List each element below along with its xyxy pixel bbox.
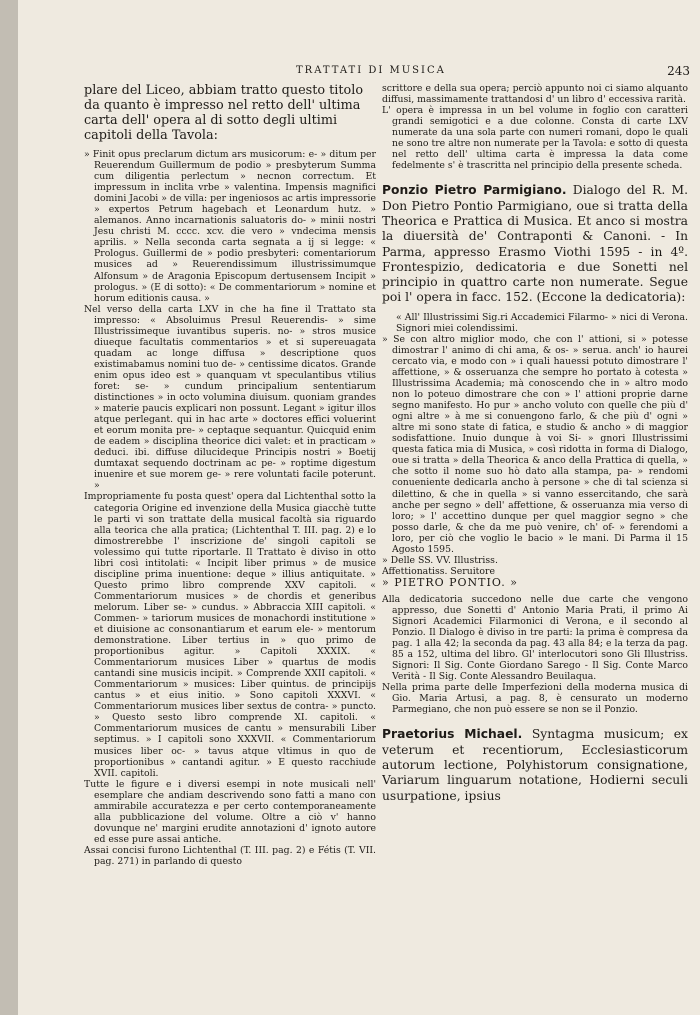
lead-paragraph: plare del Liceo, abbiam tratto questo titolo da quanto è impresso nel retto dell' ultima carta dell' opera al di sotto degli ultimi capitoli della Tavola: <box>84 83 364 143</box>
print-description: L' opera è impressa in un bel volume in foglio con caratteri grandi semigotici e a due colonne. Consta di carte LXV numerate da una sola parte con numeri romani, dopo le quali ne sono tre altre non numerate per la Tavola: e sotto di questa nel retto dell' ultima carta è impressa la data come fedelmente s' è trascritta nel principio della presente scheda. <box>382 105 688 172</box>
book-page <box>18 0 700 1015</box>
sonnets-paragraph: Alla dedicatoria succedono nelle due carte che vengono appresso, due Sonetti d' Antonio Maria Prati, il primo Ai Signori Academici Filarmonici di Verona, e il secondo al Ponzio. Il Dialogo è diviso in tre parti: la prima è compresa da pag. 1 alla 42; la seconda da pag. 43 alla 84; e la terza da pag. 85 a 152, ultima del libro. Gl' interlocutori sono Gli Illustriss. Signori: Il Sig. Conte Giordano Sarego - Il Sig. Conte Marco Verità - Il Sig. Conte Alessandro Beuilaqua. <box>382 593 688 683</box>
running-title: TRATTATI DI MUSICA <box>296 65 446 76</box>
colophon-quote: » Finit opus preclarum dictum ars musicorum: e- » ditum per Reuerendum Guillermum de podio » presbyterum Summa cum diligentia perlectum » necnon correctum. Et impressum in inclita vrbe » valentina. Impensis magnifici domini Jacobi » de villa: per ingeniosos ac artis impressorie » expertos Petrum hagebach et Leonardum hutz. » alemanos. Anno incarnationis saluatoris do- » minii nostri Jesu christi M. cccc. xcv. die vero » vndecima mensis aprilis. » Nella seconda carta segnata a ij si legge: « Prologus. Guillermi de » podio presbyteri: comentariorum musices ad » Reuerendissimum illustrissimumque Alfonsum » de Aragonia Episcopum dertusensem Incipit » prologus. » (E di sotto): « De commentariorum » nomine et horum editionis causa. » <box>84 149 376 304</box>
entry-ponzio <box>382 183 688 305</box>
entry-body: Dialogo del R. M. Don Pietro Pontio Parmigiano, oue si tratta della Theorica e Prattica di Musica. Et anco si mostra la diuersità de' Contraponti & Canoni. - In Parma, appresso Erasmo Viothi 1595 - in 4º. Frontespizio, dedicatoria e due Sonetti nel principio in quattro carte non numerate. Segue poi l' opera in facc. 152. (Eccone la dedicatoria): <box>382 183 688 305</box>
signature-title: Affettionatiss. Seruitore <box>382 565 495 577</box>
artusi-paragraph: Nella prima parte delle Imperfezioni della moderna musica di Gio. Maria Artusi, a pag. 8, è censurato un moderno Parmegiano, che non può essere se non se il Ponzio. <box>382 682 688 716</box>
entry-heading: Praetorius Michael. <box>382 727 523 742</box>
entry-heading: Ponzio Pietro Parmigiano. <box>382 183 567 198</box>
dedication-text: » Se con altro miglior modo, che con l' attioni, si » potesse dimostrar l' animo di chi ama, & os- » serua. anch' io haurei cercato via, e modo con » i quali hauessi potuto dimostrare l' affettione, » & osseruanza che sempre ho portato à cotesta » Illustrissima Academia; mà conoscendo che in » altro modo non lo poteuo dimostrare che con » l' attioni proprie darne segno manifesto. Ho pur » ancho voluto con quelle che più d' ogni altre » à me si conuengono farlo, & che più d' ogni » altre mi sono state di fatica, e studio & ancho » di maggior sodisfattione. Inuio dunque à voi Si- » gnori Illustrissimi questa fatica mia di Musica, » così ridotta in forma di Dialogo, oue si tratta » della Theorica & anco della Prattica di quella, » che sotto il nome suo hò dato alla stampa, pa- » rendomi conueniente dedicarla ancho à persone » che di tal scienza si dilettino, & che in quella » si vanno essercitando, che sarà anche per segno » dell' affettione, & osseruanza mia verso di loro; » l' accettino dunque per quel maggior segno » che posso darle, & che da me può venire, ch' of- » ferendomi a loro, per ciò che voglio le bacio » le mani. Di Parma il 15 Agosto 1595. <box>382 333 688 555</box>
dedication-address: « All' Illustrissimi Sig.ri Accademici Filarmo- » nici di Verona. Signori miei colendissimi. <box>396 311 688 334</box>
left-column <box>84 83 376 867</box>
figures-paragraph: Tutte le figure e i diversi esempi in note musicali nell' esemplare che andiam descrivendo sono fatti a mano con ammirabile accuratezza e per certo contemporaneamente alla pubblicazione del volume. Oltre a ciò v' hanno dovunque ne' margini erudite annotazioni d' ignoto autore ed esse pure assai antiche. <box>84 778 376 845</box>
continuation-paragraph: scrittore e della sua opera; perciò appunto noi ci siamo alquanto diffusi, massimamente trattandosi d' un libro d' eccessiva rarità. <box>382 83 688 106</box>
sources-paragraph: Assai concisi furono Lichtenthal (T. III. pag. 2) e Fétis (T. VII. pag. 271) in parlando di questo <box>84 844 376 867</box>
entry-body: Syntagma musicum; ex veterum et recentiorum, Ecclesiasticorum autorum lectione, Polyhistorum consignatione, Variarum linguarum notatione, Hodierni seculi usurpatione, ipsius <box>382 727 688 803</box>
right-column <box>382 83 688 804</box>
books-paragraph: Impropriamente fu posta quest' opera dal Lichtenthal sotto la categoria Origine ed invenzione della Musica giacchè tutte le parti vi son trattate della musical facoltà sia riguardo alla teorica che alla pratica; (Lichtenthal T. III. pag. 2) e lo dimostrerebbe l' inscrizione de' singoli capitoli se volessimo qui tutte riportarle. Il Trattato è diviso in otto libri così intitolati: « Incipit liber primus » de musice discipline prima inuentione: deque » illius antiquitate. » Questo primo libro comprende XXV capitoli. « Commentariorum musices » de chordis et generibus melorum. Liber se- » cundus. » Abbraccia XIII capitoli. « Commen- » tariorum musices de monachordi institutione » et diuisione ac consonantiarum et earum ele- » mentorum demonstratione. Liber tertius in » quo primo de proportionibus agitur. » Capitoli XXXIX. « Commentariorum musices Liber » quartus de modis cantandi sine musicis incipit. » Comprende XXII capitoli. « Commentariorum » musices: Liber quintus. de principijs cantus » et eius initio. » Sono capitoli XXXVI. « Commentariorum musices liber sextus de contra- » puncto. » Questo sesto libro comprende XI. capitoli. « Commentariorum musices de cantu » mensurabili Liber septimus. » I capitoli sono XXXVII. « Commentariorum musices liber oc- » tavus atque vltimus in quo de proportionibus » cantandi agitur. » E questo racchiude XVII. capitoli. <box>84 491 376 779</box>
page-number: 243 <box>667 64 690 78</box>
signature-name: » PIETRO PONTIO. » <box>382 575 518 589</box>
entry-praetorius <box>382 727 688 803</box>
dedication-closing: » Delle SS. VV. Illustriss. <box>382 554 498 566</box>
verso-quote: Nel verso della carta LXV in che ha fine il Trattato sta impresso: « Absoluimus Presul Reuerendis- » sime Illustrissimeque iuvantibus superis. no- » stros musice diueque facultatis commentarios » et si supereuagata quadam ac longe diffusa » descriptione quos existimabamus nomini tuo de- » centissime dicatos. Grande enim opus ideo est » quanquam vt speculantibus vtilius foret: se- » cundum principalium sententiarum distinctiones » in octo volumina diuisum. quoniam grandes » materie paucis explicari non possunt. Legant » igitur illos atque perlegant. qui in hac arte » doctores effici voluerint et eorum monita pre- » ceptaque sequantur. Quicquid enim de eadem » disciplina theorice dici valet: et in practicam » deduci. ibi. diffuse dilucideque Principis nostri » Boetij dumtaxat sequendo doctrinam ac pe- » roptime digestum inuenire et sue morem ge- » rere voluntati facile poterunt. » <box>84 303 376 492</box>
